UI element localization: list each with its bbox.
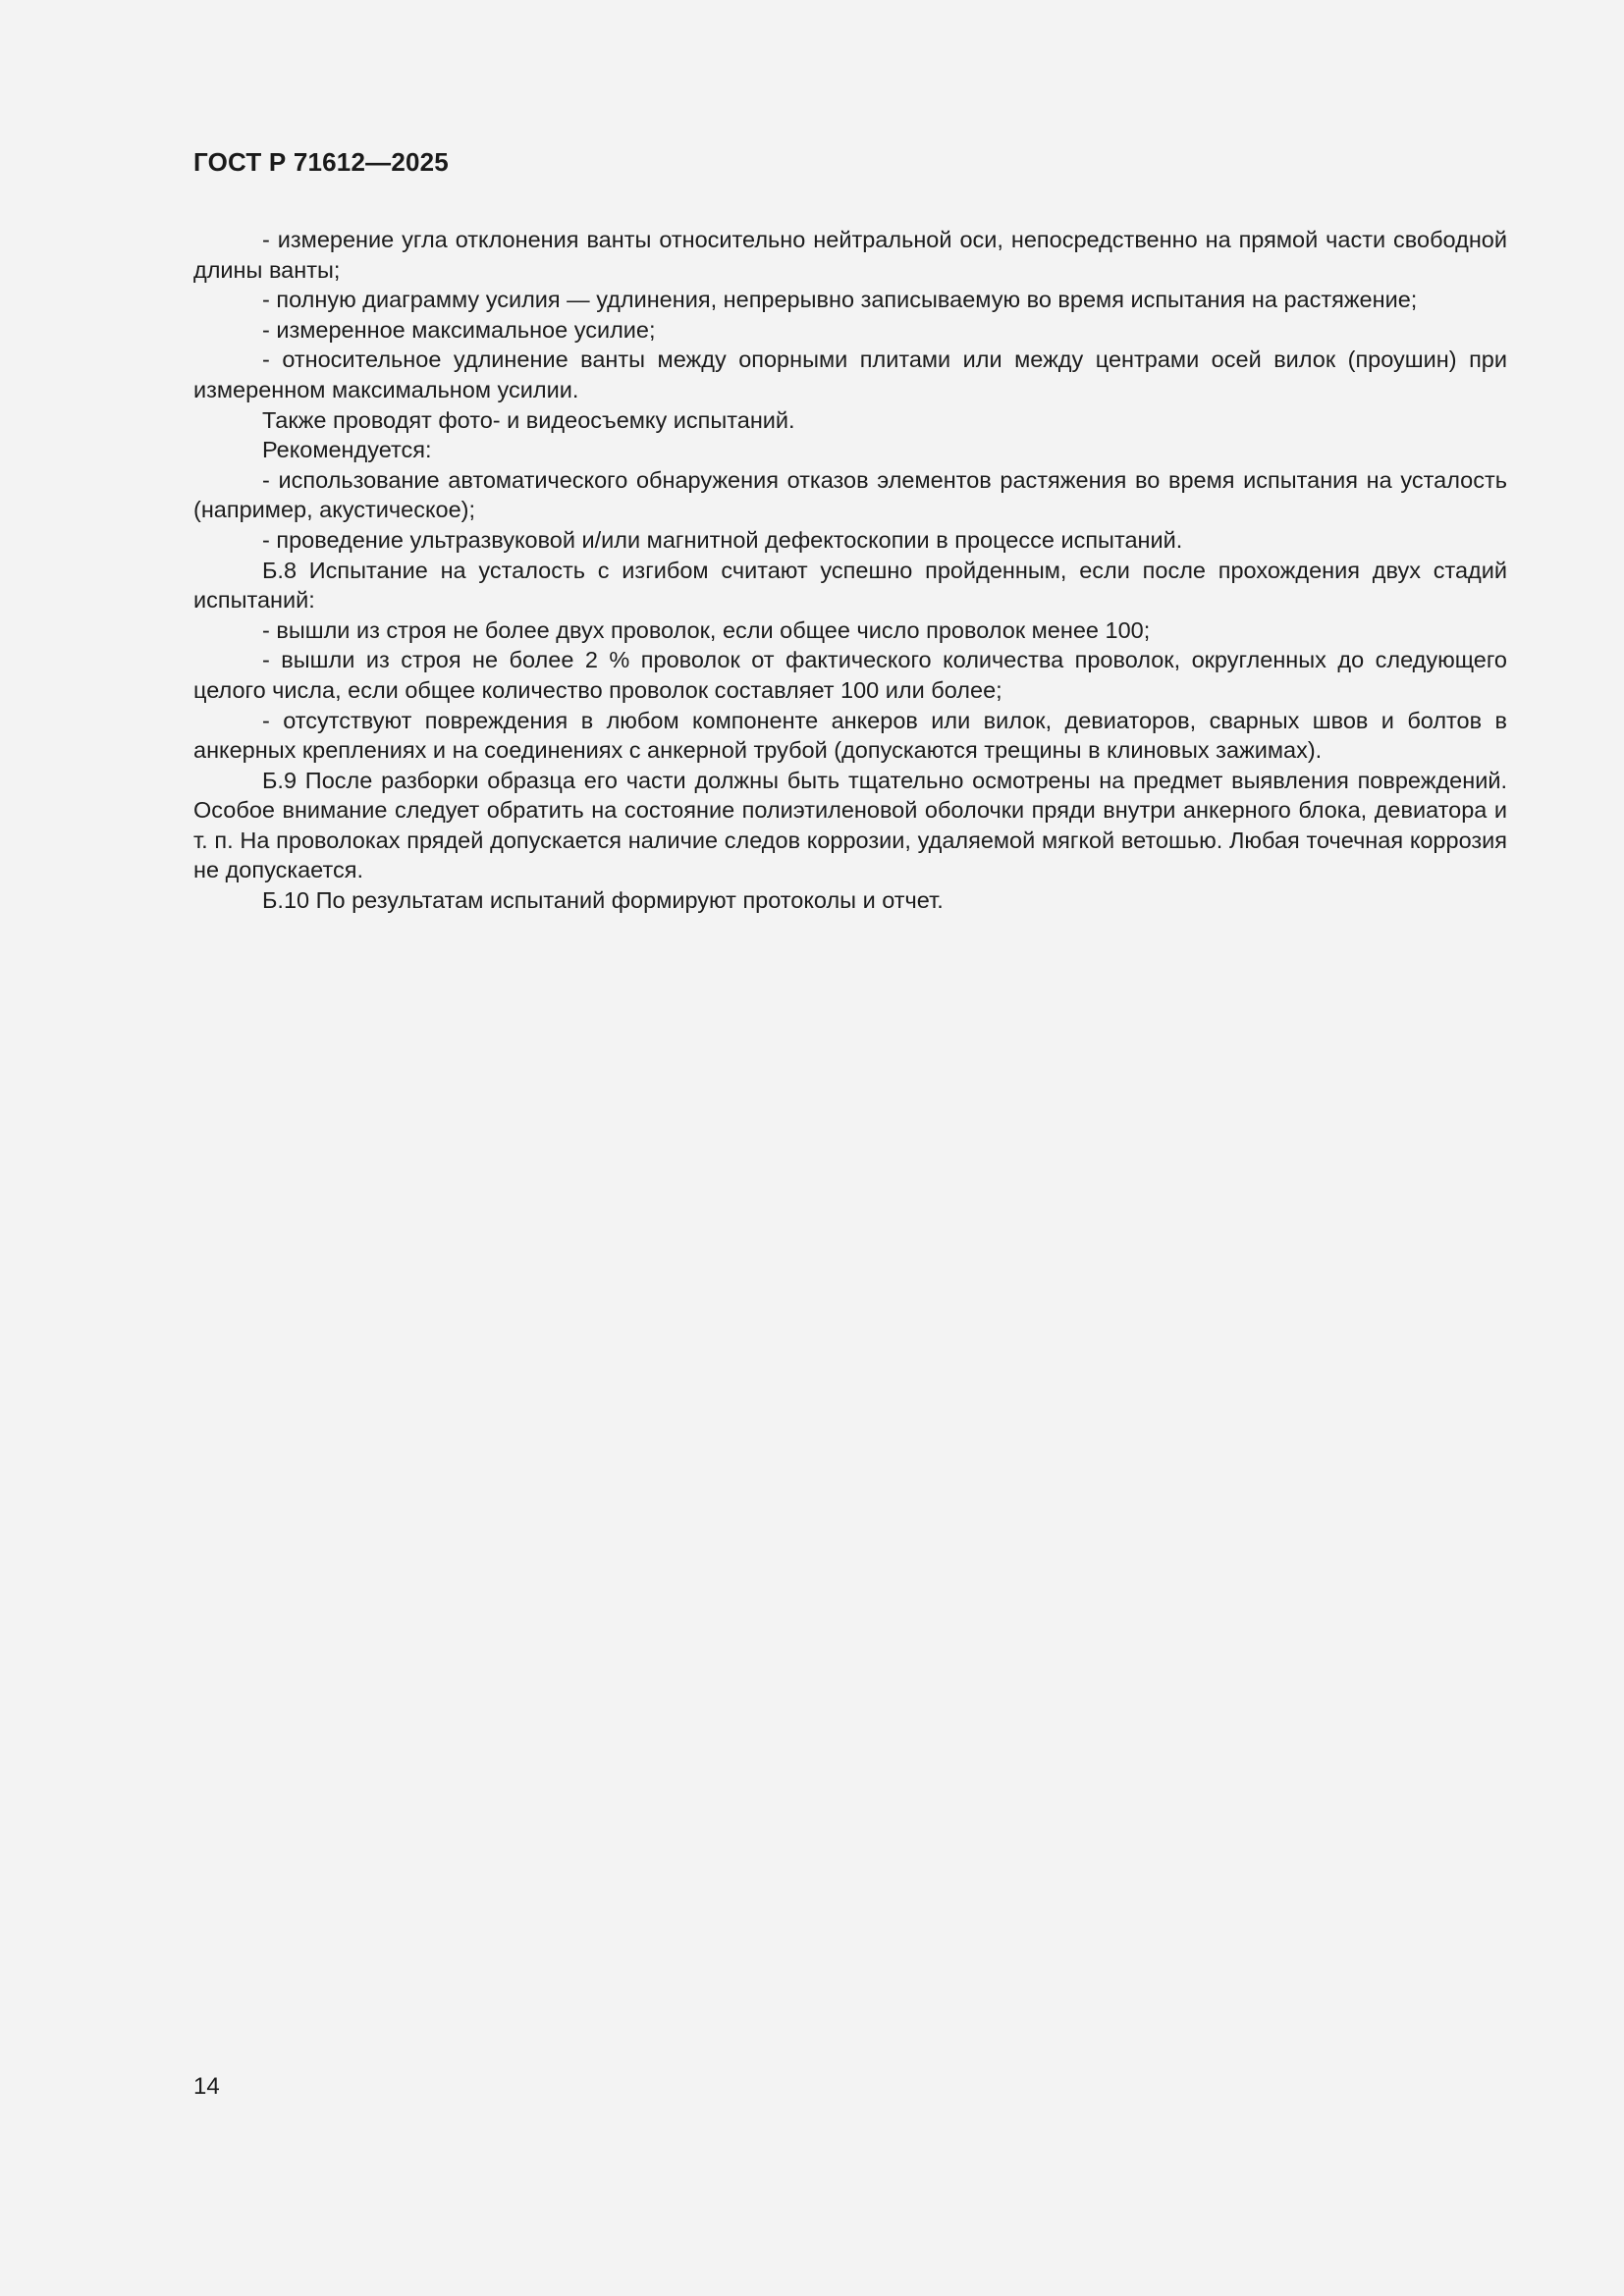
clause-b10: Б.10 По результатам испытаний формируют протоколы и отчет. — [262, 887, 944, 914]
list-item: - отсутствуют повреждения в любом компоненте анкеров или вилок, девиаторов, сварных швов и болтов в анкерных креплениях и на соединениях с анкерной трубой (допускаются трещины в клиновых зажимах). — [193, 707, 1507, 764]
document-header: ГОСТ Р 71612—2025 — [193, 147, 449, 177]
page-number: 14 — [193, 2073, 220, 2100]
document-body — [193, 225, 1507, 916]
list-item: - измерение угла отклонения ванты относительно нейтральной оси, непосредственно на прямой части свободной длины ванты; — [193, 227, 1507, 283]
list-item: - измеренное максимальное усилие; — [262, 316, 656, 343]
clause-b9: Б.9 После разборки образца его части должны быть тщательно осмотрены на предмет выявления повреждений. Особое внимание следует обратить на состояние полиэтиленовой оболочки пряди внутри анкерного блока, девиатора и т. п. На проволоках прядей допускается наличие следов коррозии, удаляемой мягкой ветошью. Любая точечная коррозия не допускается. — [193, 767, 1507, 883]
list-item: - вышли из строя не более 2 % проволок от фактического количества проволок, округленных до следующего целого числа, если общее количество проволок составляет 100 или более; — [193, 647, 1507, 703]
paragraph: Рекомендуется: — [262, 437, 432, 463]
list-item: - полную диаграмму усилия — удлинения, непрерывно записываемую во время испытания на растяжение; — [262, 287, 1418, 313]
paragraph: Также проводят фото- и видеосъемку испытаний. — [262, 406, 795, 433]
list-item: - проведение ультразвуковой и/или магнитной дефектоскопии в процессе испытаний. — [262, 526, 1183, 553]
list-item: - относительное удлинение ванты между опорными плитами или между центрами осей вилок (проушин) при измеренном максимальном усилии. — [193, 347, 1507, 402]
clause-b8: Б.8 Испытание на усталость с изгибом считают успешно пройденным, если после прохождения двух стадий испытаний: — [193, 557, 1507, 614]
list-item: - вышли из строя не более двух проволок, если общее число проволок менее 100; — [262, 616, 1151, 643]
list-item: - использование автоматического обнаружения отказов элементов растяжения во время испытания на усталость (например, акустическое); — [193, 466, 1507, 523]
